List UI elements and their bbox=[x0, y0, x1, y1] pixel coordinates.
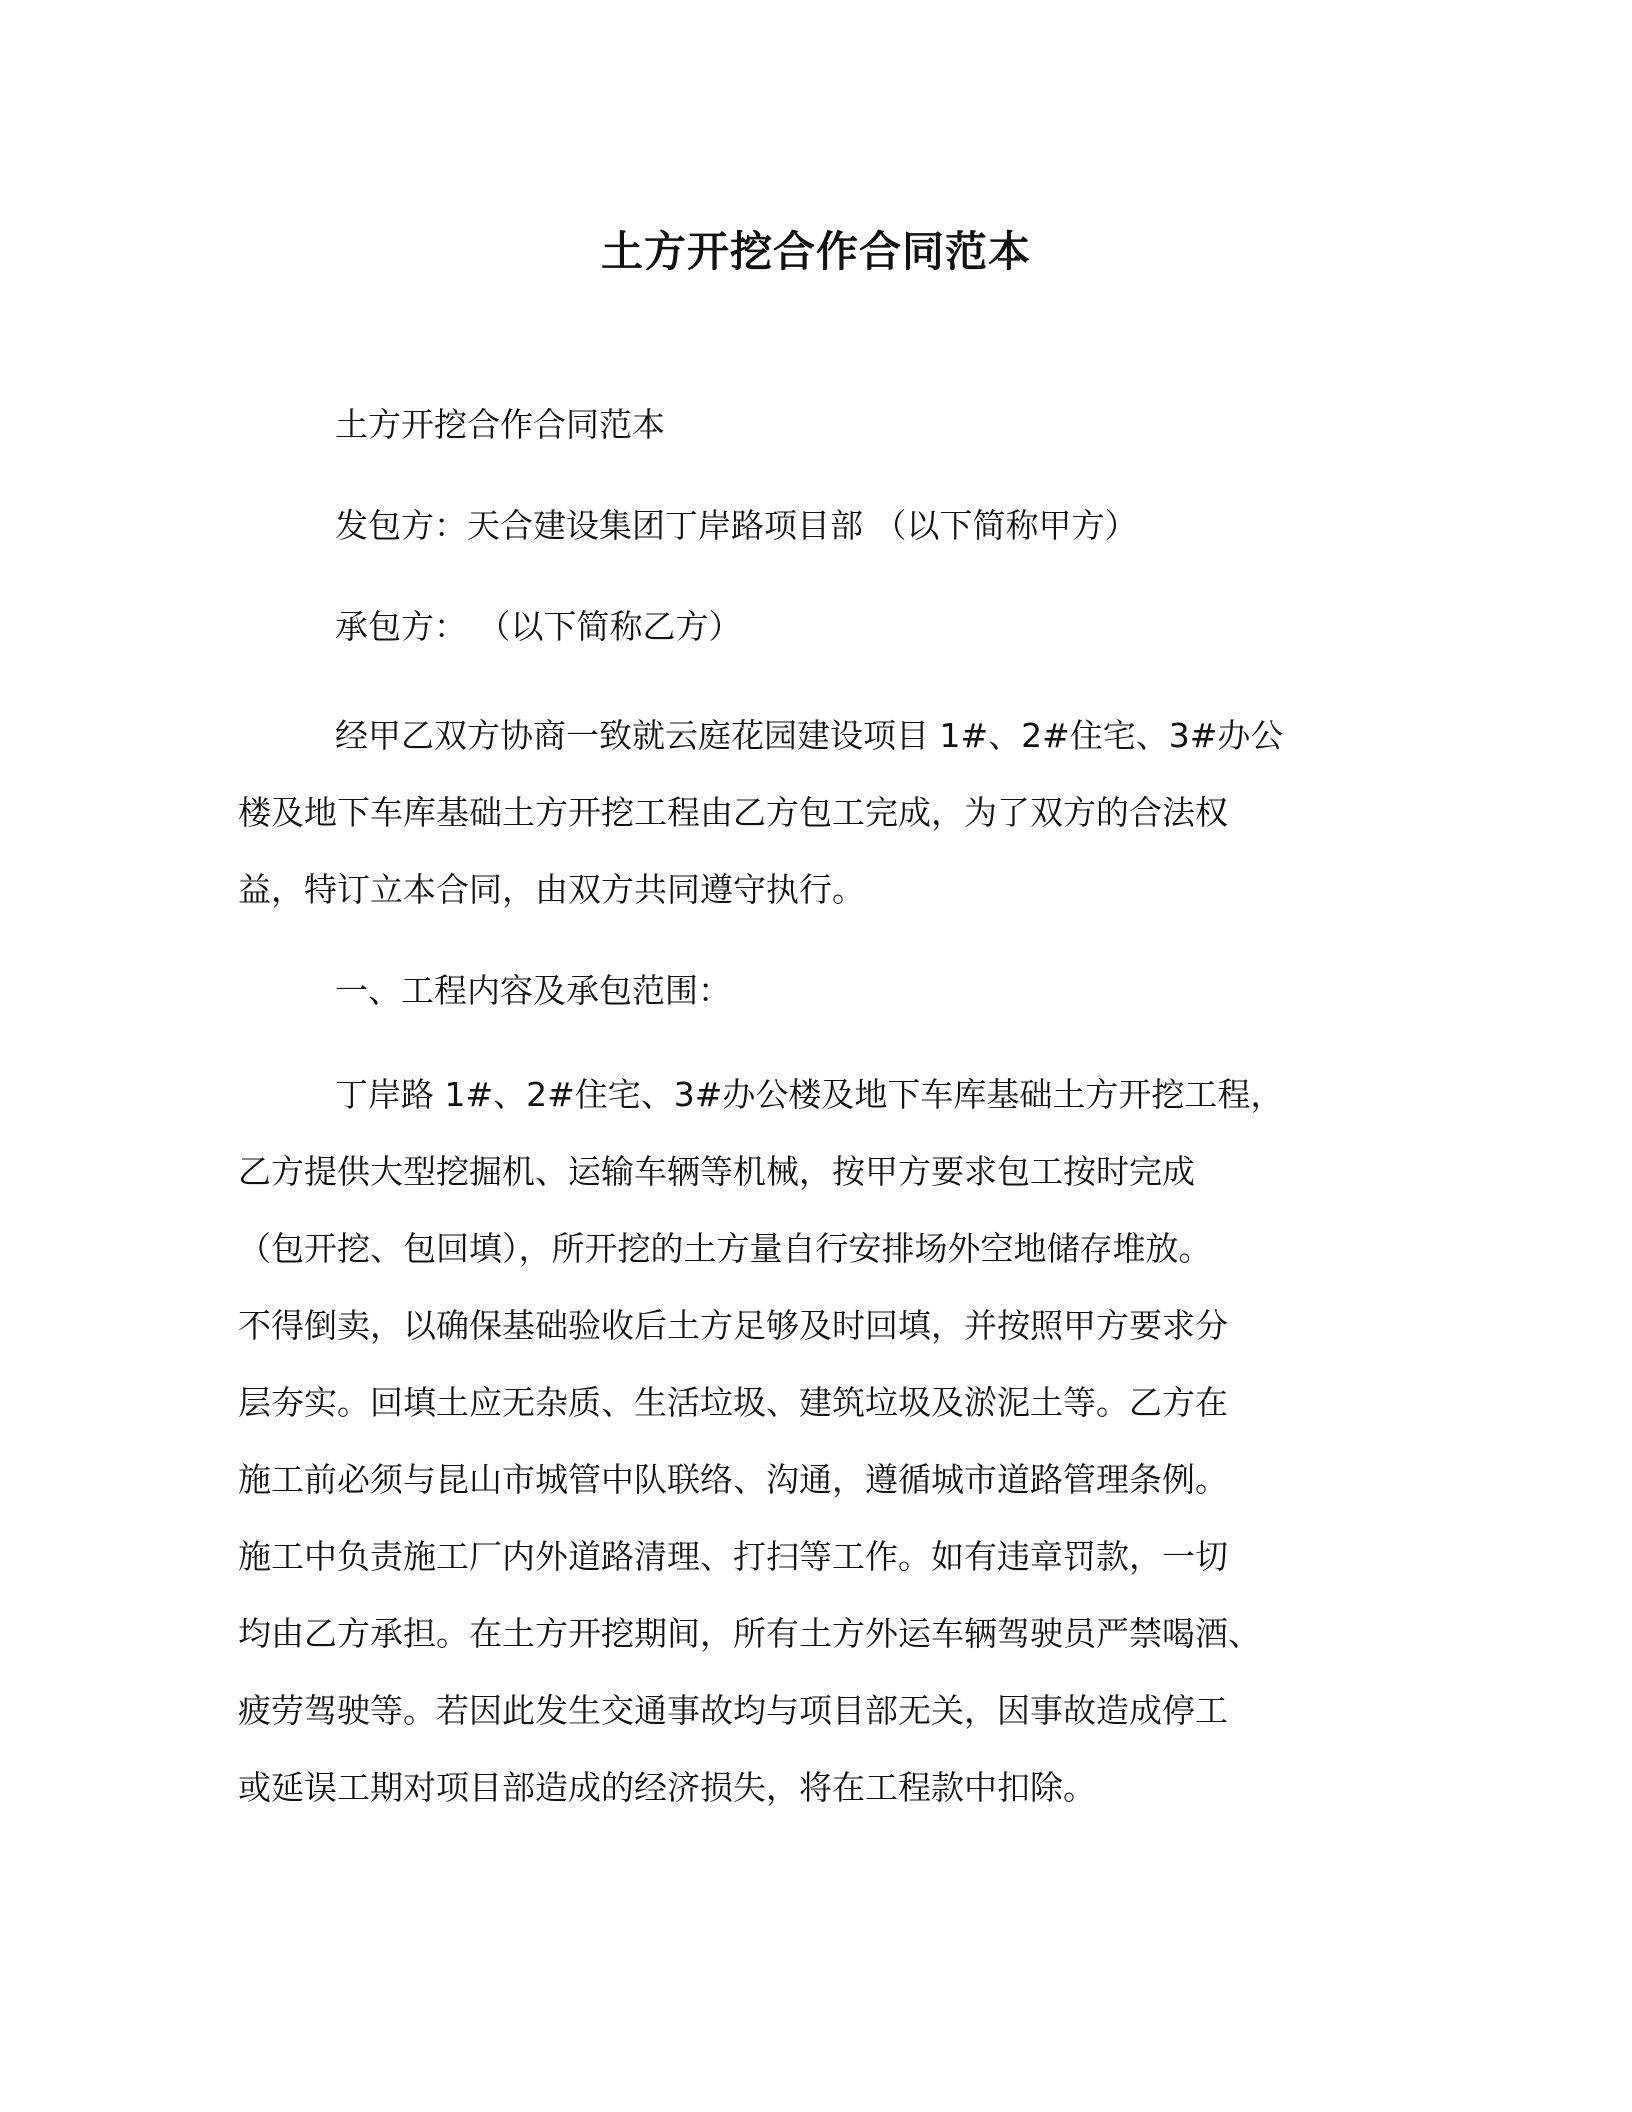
section-1-line: 层夯实。回填土应无杂质、生活垃圾、建筑垃圾及淤泥土等。乙方在 bbox=[238, 1383, 1228, 1422]
preamble-line: 益，特订立本合同，由双方共同遵守执行。 bbox=[238, 870, 865, 909]
section-1-line: 疲劳驾驶等。若因此发生交通事故均与项目部无关，因事故造成停工 bbox=[238, 1691, 1228, 1730]
section-1-line: 或延误工期对项目部造成的经济损失，将在工程款中扣除。 bbox=[238, 1768, 1096, 1807]
section-1-line: 施工前必须与昆山市城管中队联络、沟通，遵循城市道路管理条例。 bbox=[238, 1460, 1228, 1499]
document-title: 土方开挖合作合同范本 bbox=[600, 227, 1031, 276]
document-subtitle: 土方开挖合作合同范本 bbox=[335, 405, 665, 444]
section-1-heading: 一、工程内容及承包范围： bbox=[335, 971, 731, 1010]
section-1-line: 乙方提供大型挖掘机、运输车辆等机械，按甲方要求包工按时完成 bbox=[238, 1152, 1195, 1191]
party-b-line: 承包方： （以下简称乙方） bbox=[335, 607, 742, 646]
section-1-line: 不得倒卖，以确保基础验收后土方足够及时回填，并按照甲方要求分 bbox=[238, 1306, 1228, 1345]
section-1-line: （包开挖、包回填），所开挖的土方量自行安排场外空地储存堆放。 bbox=[238, 1229, 1212, 1268]
section-1-paragraph bbox=[238, 1056, 1370, 1826]
party-a-line: 发包方：天合建设集团丁岸路项目部 （以下简称甲方） bbox=[335, 506, 1138, 545]
preamble-line: 经甲乙双方协商一致就云庭花园建设项目 1#、2#住宅、3#办公 bbox=[335, 716, 1284, 755]
section-1-line: 丁岸路 1#、2#住宅、3#办公楼及地下车库基础土方开挖工程， bbox=[335, 1075, 1284, 1114]
section-1-line: 均由乙方承担。在土方开挖期间，所有土方外运车辆驾驶员严禁喝酒、 bbox=[238, 1614, 1261, 1653]
preamble-line: 楼及地下车库基础土方开挖工程由乙方包工完成，为了双方的合法权 bbox=[238, 793, 1228, 832]
preamble-paragraph bbox=[238, 697, 1370, 928]
section-1-line: 施工中负责施工厂内外道路清理、打扫等工作。如有违章罚款，一切 bbox=[238, 1537, 1228, 1576]
